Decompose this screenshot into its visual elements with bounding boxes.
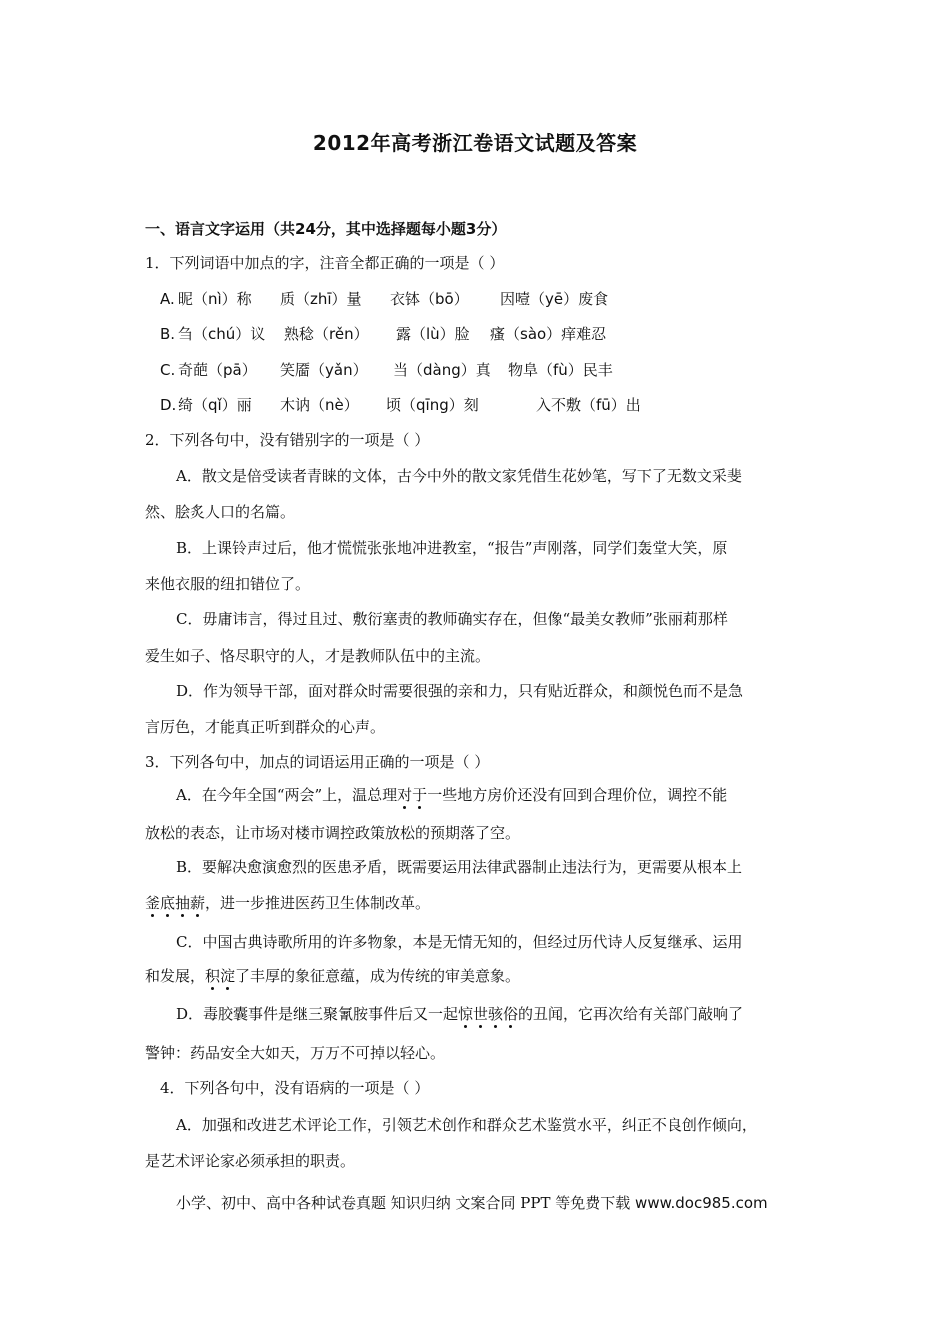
option-item: 笑靥（yǎn）: [280, 361, 368, 379]
emphasized-word: [397, 786, 427, 804]
text-run: 和发展，: [145, 967, 206, 985]
q3-option-b-line1: B．要解决愈演愈烈的医患矛盾，既需要运用法律武器制止违法行为，更需要从根本上: [176, 858, 743, 876]
text-run: A．在今年全国“两会”上，温总理: [176, 786, 398, 804]
q4-option-a-line2: 是艺术评论家必须承担的职责。: [145, 1152, 356, 1170]
option-item: 露（lù）脸: [396, 325, 470, 343]
option-label: B.: [160, 325, 176, 343]
q4-option-a-line1: A．加强和改进艺术评论工作，引领艺术创作和群众艺术鉴赏水平，纠正不良创作倾向，: [176, 1116, 757, 1134]
text-run: D．毒胶囊事件是继三聚氰胺事件后又一起: [176, 1005, 459, 1023]
q2-option-d-line1: D．作为领导干部，面对群众时需要很强的亲和力，只有贴近群众，和颜悦色而不是急: [176, 682, 744, 700]
option-item: 当（dàng）真: [393, 361, 491, 379]
page-footer: [176, 1192, 768, 1213]
option-item: 熟稔（rěn）: [284, 325, 369, 343]
option-item: 入不敷（fū）出: [536, 396, 641, 414]
q3-option-a-line1: [176, 785, 727, 805]
q3-option-c-line1: C．中国古典诗歌所用的许多物象，本是无情无知的，但经过历代诗人反复继承、运用: [176, 933, 743, 951]
option-label: D.: [160, 396, 177, 414]
emphasized-word: [458, 1005, 518, 1023]
option-item: 瘙（sào）痒难忍: [490, 325, 607, 343]
section-heading: 一、语言文字运用（共24分，其中选择题每小题3分）: [145, 220, 507, 238]
option-item: 刍（chú）议: [178, 325, 266, 343]
footer-text: 小学、初中、高中各种试卷真题 知识归纳 文案合同 PPT 等免费下载: [176, 1194, 636, 1212]
q2-option-c-line2: 爱生如子、恪尽职守的人，才是教师队伍中的主流。: [145, 647, 491, 665]
q2-option-b-line1: B．上课铃声过后，他才慌慌张张地冲进教室，“报告”声刚落，同学们轰堂大笑，原: [176, 539, 728, 557]
option-item: 奇葩（pā）: [178, 361, 257, 379]
option-label: C.: [160, 361, 176, 379]
q2-option-a-line1: A．散文是倍受读者青睐的文体，古今中外的散文家凭借生花妙笔，写下了无数文采斐: [176, 467, 742, 485]
q4-stem: 4．下列各句中，没有语病的一项是（ ）: [160, 1079, 430, 1097]
emphasized-word: [145, 894, 205, 912]
text-run: 一些地方房价还没有回到合理价位，调控不能: [427, 786, 728, 804]
option-item: 昵（nì）称: [178, 290, 252, 308]
q2-option-b-line2: 来他衣服的纽扣错位了。: [145, 575, 311, 593]
emphasis-dots: [205, 987, 235, 991]
option-item: 因噎（yē）废食: [500, 290, 609, 308]
emphasized-text: 对于: [397, 786, 428, 804]
text-run: 的丑闻，它再次给有关部门敲响了: [518, 1005, 744, 1023]
option-item: 顷（qīng）刻: [386, 396, 479, 414]
text-run: 了丰厚的象征意蕴，成为传统的审美意象。: [235, 967, 521, 985]
footer-url[interactable]: www.doc985.com: [635, 1194, 768, 1212]
emphasized-text: 积淀: [205, 967, 236, 985]
emphasized-text: 惊世骇俗: [458, 1005, 519, 1023]
option-item: 衣钵（bō）: [390, 290, 469, 308]
emphasis-dots: [145, 914, 205, 918]
text-run: ，进一步推进医药卫生体制改革。: [205, 894, 431, 912]
option-item: 质（zhī）量: [280, 290, 362, 308]
q2-option-d-line2: 言厉色，才能真正听到群众的心声。: [145, 718, 386, 736]
emphasis-dots: [397, 806, 427, 810]
q3-option-d-line1: [176, 1004, 743, 1024]
option-label: A.: [160, 290, 175, 308]
option-item: 绮（qǐ）丽: [178, 396, 252, 414]
q1-stem: 1．下列词语中加点的字，注音全都正确的一项是（ ）: [145, 254, 505, 272]
q3-option-b-line2: [145, 893, 430, 913]
option-item: 木讷（nè）: [280, 396, 359, 414]
q2-option-c-line1: C．毋庸讳言，得过且过、敷衍塞责的教师确实存在，但像“最美女教师”张丽莉那样: [176, 610, 728, 628]
page-title: 2012年高考浙江卷语文试题及答案: [312, 131, 638, 155]
q2-stem: 2．下列各句中，没有错别字的一项是（ ）: [145, 431, 430, 449]
option-item: 物阜（fù）民丰: [508, 361, 613, 379]
emphasized-word: [205, 967, 235, 985]
q2-option-a-line2: 然、脍炙人口的名篇。: [145, 503, 296, 521]
emphasis-dots: [458, 1025, 518, 1029]
q3-stem: 3．下列各句中，加点的词语运用正确的一项是（ ）: [145, 753, 490, 771]
emphasized-text: 釜底抽薪: [145, 894, 206, 912]
q3-option-d-line2: 警钟：药品安全大如天，万万不可掉以轻心。: [145, 1044, 446, 1062]
q3-option-c-line2: [145, 966, 520, 986]
q3-option-a-line2: 放松的表态，让市场对楼市调控政策放松的预期落了空。: [145, 824, 521, 842]
